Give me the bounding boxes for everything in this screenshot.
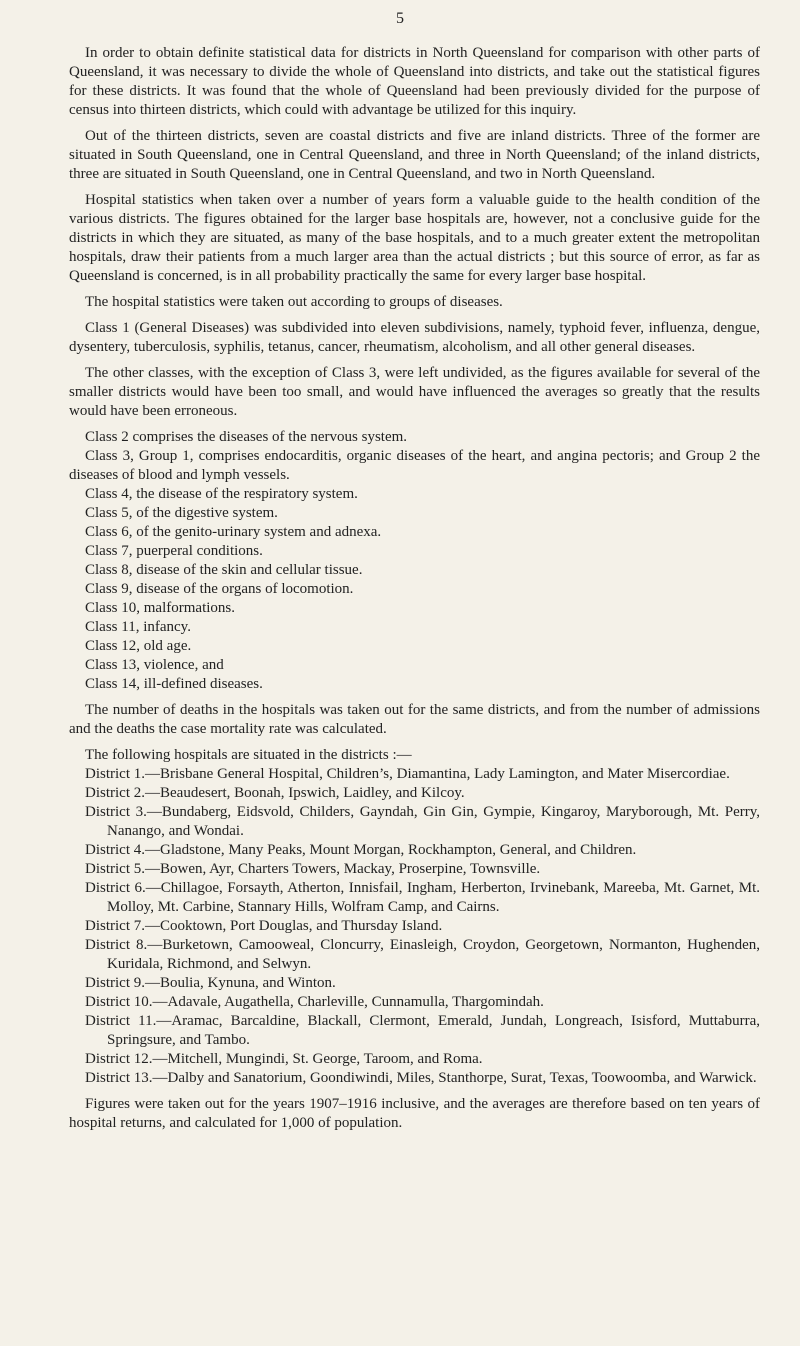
district-label: District 3. [85, 804, 147, 820]
district-hospitals: —Bundaberg, Eidsvold, Childers, Gayndah, Gin Gin, Gympie, Kingaroy, Maryborough, Mt. Perry, Nanango, and Wondai. [107, 804, 760, 839]
class-item: Class 5, of the digestive system. [85, 505, 278, 521]
district-hospitals: —Boulia, Kynuna, and Winton. [145, 975, 336, 991]
district-hospitals: —Brisbane General Hospital, Children’s, Diamantina, Lady Lamington, and Mater Misercordiae. [145, 766, 730, 782]
district-label: District 7. [85, 918, 145, 934]
class-item: Class 14, ill-defined diseases. [85, 676, 263, 692]
district-item [69, 860, 760, 879]
class-item: Class 10, malformations. [85, 600, 235, 616]
district-hospitals: —Mitchell, Mungindi, St. George, Taroom, and Roma. [152, 1051, 483, 1067]
district-hospitals: —Dalby and Sanatorium, Goondiwindi, Miles, Stanthorpe, Surat, Texas, Toowoomba, and Warwick. [152, 1070, 757, 1086]
paragraph-deaths: The number of deaths in the hospitals was taken out for the same districts, and from the number of admissions and the deaths the case mortality rate was calculated. [69, 702, 760, 737]
district-label: District 13. [85, 1070, 153, 1086]
paragraph-class-1: Class 1 (General Diseases) was subdivided into eleven subdivisions, namely, typhoid fever, influenza, dengue, dysentery, tuberculosis, syphilis, tetanus, cancer, rheumatism, alcoholism, and all other general diseases. [69, 320, 760, 355]
district-item [69, 936, 760, 974]
district-hospitals: —Gladstone, Many Peaks, Mount Morgan, Rockhampton, General, and Children. [145, 842, 637, 858]
class-item: Class 9, disease of the organs of locomotion. [85, 581, 354, 597]
paragraph-district-split: Out of the thirteen districts, seven are coastal districts and five are inland districts. Three of the former are situated in South Queensland, one in Central Queensland, and three in North Queensland; of the inland districts, three are situated in South Queensland, one in Central Queensland, and two in North Queensland. [69, 128, 760, 182]
paragraph-other-classes: The other classes, with the exception of Class 3, were left undivided, as the figures available for several of the smaller districts would have been too small, and would have influenced the averages so greatly that the results would have been erroneous. [69, 365, 760, 419]
district-label: District 10. [85, 994, 153, 1010]
district-item [69, 917, 760, 936]
district-hospitals: —Chillagoe, Forsayth, Atherton, Innisfail, Ingham, Herberton, Irvinebank, Mareeba, Mt. Garnet, Mt. Molloy, Mt. Carbine, Stannary Hills, Wolfram Camp, and Cairns. [107, 880, 760, 915]
class-list [69, 428, 760, 694]
paragraph-intro: In order to obtain definite statistical data for districts in North Queensland for comparison with other parts of Queensland, it was necessary to divide the whole of Queensland into districts, and take out the statistical figures for these districts. It was found that the whole of Queensland had been previously divided for the purpose of census into thirteen districts, which could with advantage be utilized for this inquiry. [69, 45, 760, 118]
district-hospitals: —Adavale, Augathella, Charleville, Cunnamulla, Thargomindah. [152, 994, 544, 1010]
district-label: District 11. [85, 1013, 157, 1029]
district-label: District 6. [85, 880, 146, 896]
district-label: District 4. [85, 842, 145, 858]
district-item [69, 993, 760, 1012]
class-item: Class 4, the disease of the respiratory system. [85, 486, 358, 502]
district-label: District 5. [85, 861, 145, 877]
district-label: District 1. [85, 766, 145, 782]
district-hospitals: —Cooktown, Port Douglas, and Thursday Island. [145, 918, 443, 934]
district-item [69, 1069, 760, 1088]
district-item [69, 974, 760, 993]
class-item: Class 8, disease of the skin and cellular tissue. [85, 562, 363, 578]
district-item [69, 765, 760, 784]
district-hospitals: —Aramac, Barcaldine, Blackall, Clermont, Emerald, Jundah, Longreach, Isisford, Muttaburra, Springsure, and Tambo. [107, 1013, 760, 1048]
district-item [69, 803, 760, 841]
class-item: Class 12, old age. [85, 638, 192, 654]
class-item: Class 2 comprises the diseases of the nervous system. [85, 429, 408, 445]
district-item [69, 1012, 760, 1050]
district-label: District 9. [85, 975, 145, 991]
district-label: District 8. [85, 937, 148, 953]
district-hospitals: —Bowen, Ayr, Charters Towers, Mackay, Proserpine, Townsville. [145, 861, 541, 877]
district-item [69, 879, 760, 917]
district-item [69, 1050, 760, 1069]
class-item: Class 13, violence, and [85, 657, 224, 673]
paragraph-hospital-statistics: Hospital statistics when taken over a number of years form a valuable guide to the health condition of the various districts. The figures obtained for the larger base hospitals are, however, not a conclusive guide for the districts in which they are situated, as many of the base hospitals, and to a much greater extent the metropolitan hospitals, draw their patients from a much larger area than the actual districts ; but this source of error, as far as Queensland is concerned, is in all probability practically the same for every larger base hospital. [69, 192, 760, 284]
district-item [69, 841, 760, 860]
district-hospitals: —Burketown, Camooweal, Cloncurry, Einasleigh, Croydon, Georgetown, Normanton, Hughenden, Kuridala, Richmond, and Selwyn. [107, 937, 761, 972]
district-hospitals: —Beaudesert, Boonah, Ipswich, Laidley, and Kilcoy. [145, 785, 465, 801]
district-item [69, 784, 760, 803]
district-label: District 2. [85, 785, 145, 801]
class-item: Class 11, infancy. [85, 619, 191, 635]
district-list [69, 765, 760, 1088]
paragraph-groups: The hospital statistics were taken out according to groups of diseases. [85, 294, 503, 310]
class-item: Class 7, puerperal conditions. [85, 543, 263, 559]
district-label: District 12. [85, 1051, 153, 1067]
class-item: Class 3, Group 1, comprises endocarditis, organic diseases of the heart, and angina pectoris; and Group 2 the diseases of blood and lymph vessels. [69, 448, 760, 483]
paragraph-final: Figures were taken out for the years 1907–1916 inclusive, and the averages are therefore based on ten years of hospital returns, and calculated for 1,000 of population. [69, 1096, 760, 1131]
districts-intro: The following hospitals are situated in the districts :— [85, 747, 412, 763]
class-item: Class 6, of the genito-urinary system and adnexa. [85, 524, 382, 540]
page-number: 5 [396, 10, 404, 27]
